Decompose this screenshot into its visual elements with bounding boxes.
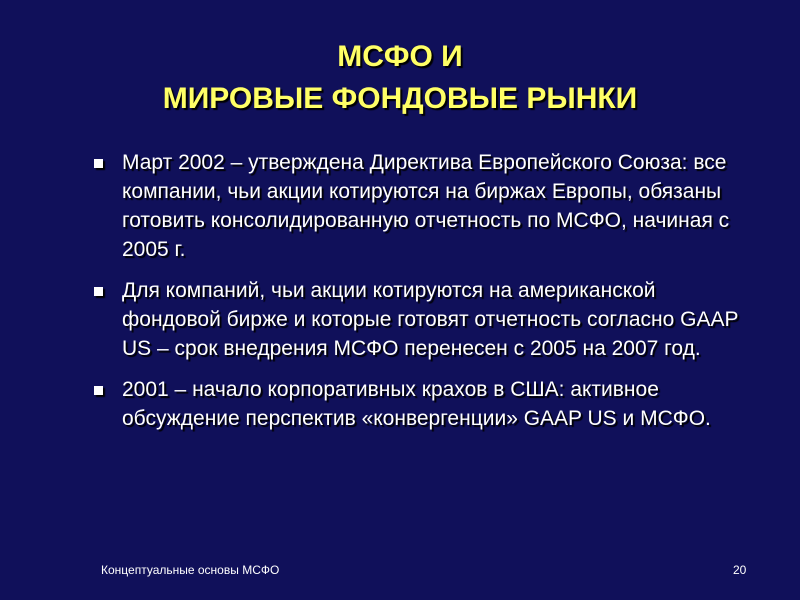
square-bullet-icon [94,287,103,296]
slide-title-line-1: МСФО И [337,40,463,73]
square-bullet-icon [94,159,103,168]
slide-title [0,36,800,120]
bullet-item-3 [92,375,742,433]
square-bullet-icon [94,386,103,395]
page-number: 20 [733,563,747,577]
bullet-list [92,148,742,445]
bullet-text-2: Для компаний, чьи акции котируются на американской фондовой бирже и которые готовят отчетность согласно GAAP US – срок внедрения МСФО перенесен с 2005 на 2007 год. [122,279,739,360]
bullet-text-1: Март 2002 – утверждена Директива Европейского Союза: все компании, чьи акции котируются на биржах Европы, обязаны готовить консолидированную отчетность по МСФО, начиная с 2005 г. [122,151,730,261]
bullet-item-2 [92,276,742,363]
bullet-item-1 [92,148,742,264]
slide-title-line-2: МИРОВЫЕ ФОНДОВЫЕ РЫНКИ [162,82,638,115]
footer-caption: Концептуальные основы МСФО [101,563,280,577]
bullet-text-3: 2001 – начало корпоративных крахов в США: активное обсуждение перспектив «конвергенции» GAAP US и МСФО. [122,378,711,430]
